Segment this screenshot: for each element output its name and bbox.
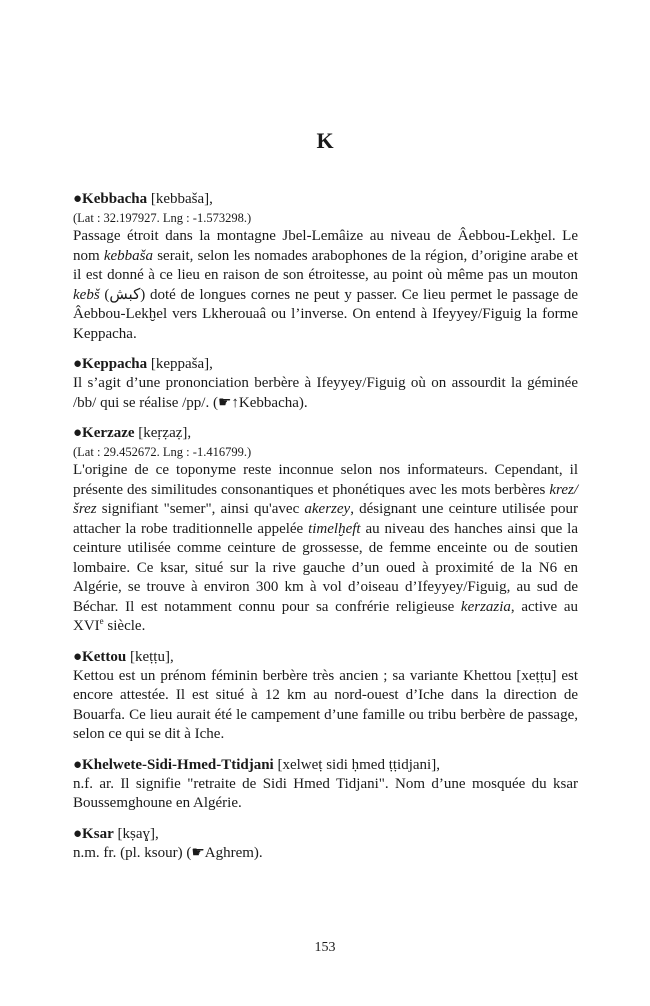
entry-kettou bbox=[73, 648, 578, 745]
transcription: [keṭṭu], bbox=[129, 648, 174, 665]
transcription: [xelweṭ sidi ḥmed ṭṭidjani], bbox=[277, 756, 440, 773]
entry-header bbox=[73, 756, 578, 775]
entry-description: Kettou est un prénom féminin berbère très ancien ; sa variante Khettou [xeṭṭu] est encore attestée. Il est situé à 12 km au nord-ouest d’Iche dans la direction de Bouarfa. Ce lieu aurait été le campement d’une famille ou tribu berbère de passage, selon ce qui se dit à Iche. bbox=[73, 667, 578, 742]
entry-header bbox=[73, 648, 578, 667]
headword: ●Kettou bbox=[73, 648, 127, 665]
entry-kebbacha bbox=[73, 190, 578, 344]
transcription: [keṛẓaẓ], bbox=[138, 425, 192, 441]
headword: ●Ksar bbox=[73, 825, 114, 842]
page-number: 153 bbox=[314, 940, 336, 955]
dictionary-entries bbox=[73, 190, 578, 874]
entry-kerzaze bbox=[73, 424, 578, 637]
entry-header bbox=[73, 190, 578, 209]
entry-description: n.f. ar. Il signifie "retraite de Sidi Hmed Tidjani". Nom d’une mosquée du ksar Boussemghoune en Algérie. bbox=[73, 775, 578, 811]
entry-khelwete-sidi-hmed-ttidjani bbox=[73, 756, 578, 814]
entry-keppacha bbox=[73, 355, 578, 413]
entry-description: L'origine de ce toponyme reste inconnue selon nos informateurs. Cependant, il présente des similitudes consonantiques et phonétiques avec les mots berbères krez/šrez signifiant "semer", ainsi qu'avec akerzey, désignant une ceinture utilisée pour attacher la robe traditionnelle appelée timelḫeft au niveau des hanches ainsi que la ceinture utilisée comme ceinture de grossesse, de femme enceinte ou de soutien lombaire. Ce ksar, situé sur la rive gauche d’un oued à proximité de la N6 en Algérie, se trouve à environ 300 km à vol d’oiseau d’Ifeyyey/Figuig, au sud de Béchar. Il est notamment connu pour sa confrérie religieuse kerzazia, active au XVIe siècle. bbox=[73, 462, 578, 634]
headword: ●Khelwete-Sidi-Hmed-Ttidjani bbox=[73, 756, 274, 773]
entry-header bbox=[73, 424, 578, 443]
coordinates: (Lat : 29.452672. Lng : -1.416799.) bbox=[73, 445, 252, 459]
entry-description: Il s’agit d’une prononciation berbère à Ifeyyey/Figuig où on assourdit la géminée /bb/ qui se réalise /pp/. (☛↑Kebbacha). bbox=[73, 375, 578, 411]
transcription: [kebbaša], bbox=[150, 191, 213, 207]
coordinates: (Lat : 32.197927. Lng : -1.573298.) bbox=[73, 211, 252, 225]
entry-description: Passage étroit dans la montagne Jbel-Lemâize au niveau de Âebbou-Lekḫel. Le nom kebbaša serait, selon les nomades arabophones de la région, d’origine arabe et il est donné à ce lieu en raison de son étroitesse, au point où même pas un mouton kebš (كبش) doté de longues cornes ne peut y passer. Ce lieu permet le passage de Âebbou-Lekḫel vers Lkherouaâ ou l’inverse. On entend à Ifeyyey/Figuig la forme Keppacha. bbox=[73, 228, 579, 342]
entry-description: n.m. fr. (pl. ksour) (☛Aghrem). bbox=[73, 844, 263, 861]
entry-header bbox=[73, 355, 578, 374]
transcription: [keppaša], bbox=[150, 356, 213, 372]
entry-ksar bbox=[73, 825, 578, 864]
entry-header bbox=[73, 825, 578, 844]
headword: ●Kebbacha bbox=[73, 191, 148, 207]
section-letter: K bbox=[316, 128, 334, 153]
transcription: [kṣaɣ], bbox=[117, 825, 159, 842]
headword: ●Keppacha bbox=[73, 356, 148, 372]
headword: ●Kerzaze bbox=[73, 425, 135, 441]
